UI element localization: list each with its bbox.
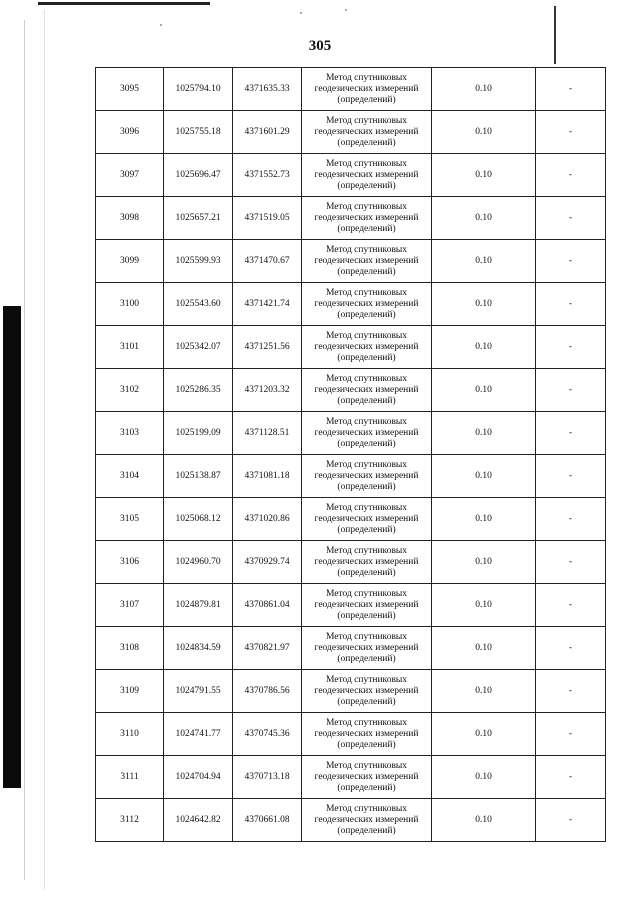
- point-number-cell: 3095: [96, 68, 164, 111]
- method-text-line: геодезических измерений: [314, 599, 419, 610]
- accuracy-cell: 0.10: [432, 498, 536, 541]
- method-cell: [302, 111, 432, 154]
- table-row: [96, 627, 606, 670]
- x-coordinate-cell: 1025342.07: [164, 326, 233, 369]
- accuracy-cell: 0.10: [432, 412, 536, 455]
- method-text-line: Метод спутниковых: [325, 373, 408, 384]
- method-text-line: геодезических измерений: [314, 384, 419, 395]
- table-row: [96, 541, 606, 584]
- method-text-line: (определений): [337, 567, 396, 578]
- note-cell: -: [536, 455, 606, 498]
- y-coordinate-cell: 4370661.08: [233, 799, 302, 842]
- method-cell: [302, 197, 432, 240]
- note-cell: -: [536, 283, 606, 326]
- method-text-line: (определений): [337, 481, 396, 492]
- table-row: [96, 240, 606, 283]
- table-row: [96, 283, 606, 326]
- table-row: [96, 670, 606, 713]
- table-body: [96, 68, 606, 842]
- x-coordinate-cell: 1025755.18: [164, 111, 233, 154]
- method-text-line: геодезических измерений: [314, 556, 419, 567]
- y-coordinate-cell: 4370745.36: [233, 713, 302, 756]
- y-coordinate-cell: 4371552.73: [233, 154, 302, 197]
- note-cell: -: [536, 240, 606, 283]
- method-cell: [302, 455, 432, 498]
- point-number-cell: 3096: [96, 111, 164, 154]
- note-cell: -: [536, 627, 606, 670]
- table-row: [96, 68, 606, 111]
- method-cell: [302, 713, 432, 756]
- x-coordinate-cell: 1024834.59: [164, 627, 233, 670]
- accuracy-cell: 0.10: [432, 197, 536, 240]
- accuracy-cell: 0.10: [432, 713, 536, 756]
- accuracy-cell: 0.10: [432, 584, 536, 627]
- method-text-line: (определений): [337, 610, 396, 621]
- scan-artifact-right: [554, 6, 556, 64]
- x-coordinate-cell: 1025657.21: [164, 197, 233, 240]
- accuracy-cell: 0.10: [432, 283, 536, 326]
- method-cell: [302, 541, 432, 584]
- y-coordinate-cell: 4370929.74: [233, 541, 302, 584]
- method-cell: [302, 627, 432, 670]
- x-coordinate-cell: 1025599.93: [164, 240, 233, 283]
- y-coordinate-cell: 4371635.33: [233, 68, 302, 111]
- table-row: [96, 455, 606, 498]
- page-number: 305: [308, 38, 332, 54]
- accuracy-cell: 0.10: [432, 627, 536, 670]
- accuracy-cell: 0.10: [432, 541, 536, 584]
- method-text-line: Метод спутниковых: [325, 588, 408, 599]
- x-coordinate-cell: 1024741.77: [164, 713, 233, 756]
- method-text-line: геодезических измерений: [314, 255, 419, 266]
- point-number-cell: 3097: [96, 154, 164, 197]
- method-text-line: (определений): [337, 223, 396, 234]
- table-row: [96, 756, 606, 799]
- coordinates-table: [95, 67, 606, 842]
- y-coordinate-cell: 4370821.97: [233, 627, 302, 670]
- method-cell: [302, 498, 432, 541]
- accuracy-cell: 0.10: [432, 68, 536, 111]
- scan-artifact-left-line: [24, 20, 25, 880]
- scan-speck: [300, 12, 302, 14]
- x-coordinate-cell: 1024960.70: [164, 541, 233, 584]
- method-text-line: (определений): [337, 825, 396, 836]
- note-cell: -: [536, 541, 606, 584]
- table-row: [96, 154, 606, 197]
- point-number-cell: 3108: [96, 627, 164, 670]
- note-cell: -: [536, 326, 606, 369]
- accuracy-cell: 0.10: [432, 369, 536, 412]
- method-text-line: геодезических измерений: [314, 341, 419, 352]
- method-cell: [302, 412, 432, 455]
- method-text-line: Метод спутниковых: [325, 287, 408, 298]
- x-coordinate-cell: 1025068.12: [164, 498, 233, 541]
- method-text-line: (определений): [337, 94, 396, 105]
- scan-speck: [160, 24, 162, 26]
- x-coordinate-cell: 1025696.47: [164, 154, 233, 197]
- accuracy-cell: 0.10: [432, 240, 536, 283]
- x-coordinate-cell: 1025286.35: [164, 369, 233, 412]
- method-text-line: геодезических измерений: [314, 470, 419, 481]
- method-text-line: Метод спутниковых: [325, 803, 408, 814]
- x-coordinate-cell: 1024704.94: [164, 756, 233, 799]
- method-cell: [302, 283, 432, 326]
- method-cell: [302, 369, 432, 412]
- method-text-line: Метод спутниковых: [325, 158, 408, 169]
- method-text-line: (определений): [337, 524, 396, 535]
- method-text-line: Метод спутниковых: [325, 72, 408, 83]
- method-text-line: (определений): [337, 395, 396, 406]
- method-text-line: (определений): [337, 137, 396, 148]
- method-cell: [302, 756, 432, 799]
- method-text-line: геодезических измерений: [314, 685, 419, 696]
- x-coordinate-cell: 1024879.81: [164, 584, 233, 627]
- point-number-cell: 3107: [96, 584, 164, 627]
- scan-artifact-top: [38, 2, 210, 5]
- note-cell: -: [536, 498, 606, 541]
- note-cell: -: [536, 584, 606, 627]
- method-text-line: Метод спутниковых: [325, 201, 408, 212]
- method-text-line: Метод спутниковых: [325, 416, 408, 427]
- accuracy-cell: 0.10: [432, 756, 536, 799]
- method-text-line: Метод спутниковых: [325, 631, 408, 642]
- note-cell: -: [536, 68, 606, 111]
- note-cell: -: [536, 369, 606, 412]
- point-number-cell: 3110: [96, 713, 164, 756]
- scan-artifact-left-line-2: [44, 10, 45, 890]
- method-text-line: геодезических измерений: [314, 427, 419, 438]
- method-cell: [302, 670, 432, 713]
- y-coordinate-cell: 4371519.05: [233, 197, 302, 240]
- table-row: [96, 713, 606, 756]
- accuracy-cell: 0.10: [432, 326, 536, 369]
- y-coordinate-cell: 4370786.56: [233, 670, 302, 713]
- table-row: [96, 584, 606, 627]
- y-coordinate-cell: 4371020.86: [233, 498, 302, 541]
- table-row: [96, 369, 606, 412]
- accuracy-cell: 0.10: [432, 670, 536, 713]
- accuracy-cell: 0.10: [432, 111, 536, 154]
- method-text-line: (определений): [337, 438, 396, 449]
- y-coordinate-cell: 4371081.18: [233, 455, 302, 498]
- note-cell: -: [536, 713, 606, 756]
- method-text-line: геодезических измерений: [314, 513, 419, 524]
- y-coordinate-cell: 4371203.32: [233, 369, 302, 412]
- point-number-cell: 3112: [96, 799, 164, 842]
- x-coordinate-cell: 1025138.87: [164, 455, 233, 498]
- method-text-line: Метод спутниковых: [325, 502, 408, 513]
- method-cell: [302, 154, 432, 197]
- table-row: [96, 412, 606, 455]
- method-text-line: (определений): [337, 352, 396, 363]
- method-text-line: Метод спутниковых: [325, 459, 408, 470]
- method-text-line: Метод спутниковых: [325, 545, 408, 556]
- method-text-line: геодезических измерений: [314, 212, 419, 223]
- note-cell: -: [536, 670, 606, 713]
- table-row: [96, 498, 606, 541]
- method-text-line: (определений): [337, 653, 396, 664]
- scan-artifact-left-bar: [3, 306, 21, 788]
- method-text-line: (определений): [337, 782, 396, 793]
- x-coordinate-cell: 1024791.55: [164, 670, 233, 713]
- note-cell: -: [536, 154, 606, 197]
- scan-speck: [345, 9, 347, 11]
- note-cell: -: [536, 111, 606, 154]
- point-number-cell: 3099: [96, 240, 164, 283]
- point-number-cell: 3098: [96, 197, 164, 240]
- method-cell: [302, 240, 432, 283]
- accuracy-cell: 0.10: [432, 799, 536, 842]
- method-cell: [302, 326, 432, 369]
- y-coordinate-cell: 4370861.04: [233, 584, 302, 627]
- method-cell: [302, 584, 432, 627]
- method-text-line: (определений): [337, 266, 396, 277]
- method-text-line: Метод спутниковых: [325, 717, 408, 728]
- table-row: [96, 799, 606, 842]
- method-text-line: геодезических измерений: [314, 771, 419, 782]
- y-coordinate-cell: 4370713.18: [233, 756, 302, 799]
- table-row: [96, 111, 606, 154]
- y-coordinate-cell: 4371601.29: [233, 111, 302, 154]
- table-row: [96, 197, 606, 240]
- method-text-line: геодезических измерений: [314, 814, 419, 825]
- method-text-line: геодезических измерений: [314, 126, 419, 137]
- note-cell: -: [536, 412, 606, 455]
- method-text-line: геодезических измерений: [314, 169, 419, 180]
- point-number-cell: 3104: [96, 455, 164, 498]
- note-cell: -: [536, 197, 606, 240]
- method-text-line: Метод спутниковых: [325, 115, 408, 126]
- method-cell: [302, 799, 432, 842]
- method-text-line: геодезических измерений: [314, 83, 419, 94]
- method-text-line: геодезических измерений: [314, 298, 419, 309]
- point-number-cell: 3103: [96, 412, 164, 455]
- method-text-line: Метод спутниковых: [325, 760, 408, 771]
- point-number-cell: 3101: [96, 326, 164, 369]
- accuracy-cell: 0.10: [432, 455, 536, 498]
- table-row: [96, 326, 606, 369]
- x-coordinate-cell: 1024642.82: [164, 799, 233, 842]
- point-number-cell: 3106: [96, 541, 164, 584]
- y-coordinate-cell: 4371470.67: [233, 240, 302, 283]
- y-coordinate-cell: 4371128.51: [233, 412, 302, 455]
- method-text-line: (определений): [337, 309, 396, 320]
- note-cell: -: [536, 799, 606, 842]
- x-coordinate-cell: 1025794.10: [164, 68, 233, 111]
- method-cell: [302, 68, 432, 111]
- point-number-cell: 3109: [96, 670, 164, 713]
- method-text-line: геодезических измерений: [314, 642, 419, 653]
- x-coordinate-cell: 1025199.09: [164, 412, 233, 455]
- point-number-cell: 3100: [96, 283, 164, 326]
- method-text-line: Метод спутниковых: [325, 330, 408, 341]
- x-coordinate-cell: 1025543.60: [164, 283, 233, 326]
- accuracy-cell: 0.10: [432, 154, 536, 197]
- method-text-line: Метод спутниковых: [325, 674, 408, 685]
- method-text-line: (определений): [337, 696, 396, 707]
- note-cell: -: [536, 756, 606, 799]
- method-text-line: (определений): [337, 180, 396, 191]
- method-text-line: геодезических измерений: [314, 728, 419, 739]
- point-number-cell: 3102: [96, 369, 164, 412]
- method-text-line: (определений): [337, 739, 396, 750]
- y-coordinate-cell: 4371421.74: [233, 283, 302, 326]
- point-number-cell: 3105: [96, 498, 164, 541]
- point-number-cell: 3111: [96, 756, 164, 799]
- method-text-line: Метод спутниковых: [325, 244, 408, 255]
- y-coordinate-cell: 4371251.56: [233, 326, 302, 369]
